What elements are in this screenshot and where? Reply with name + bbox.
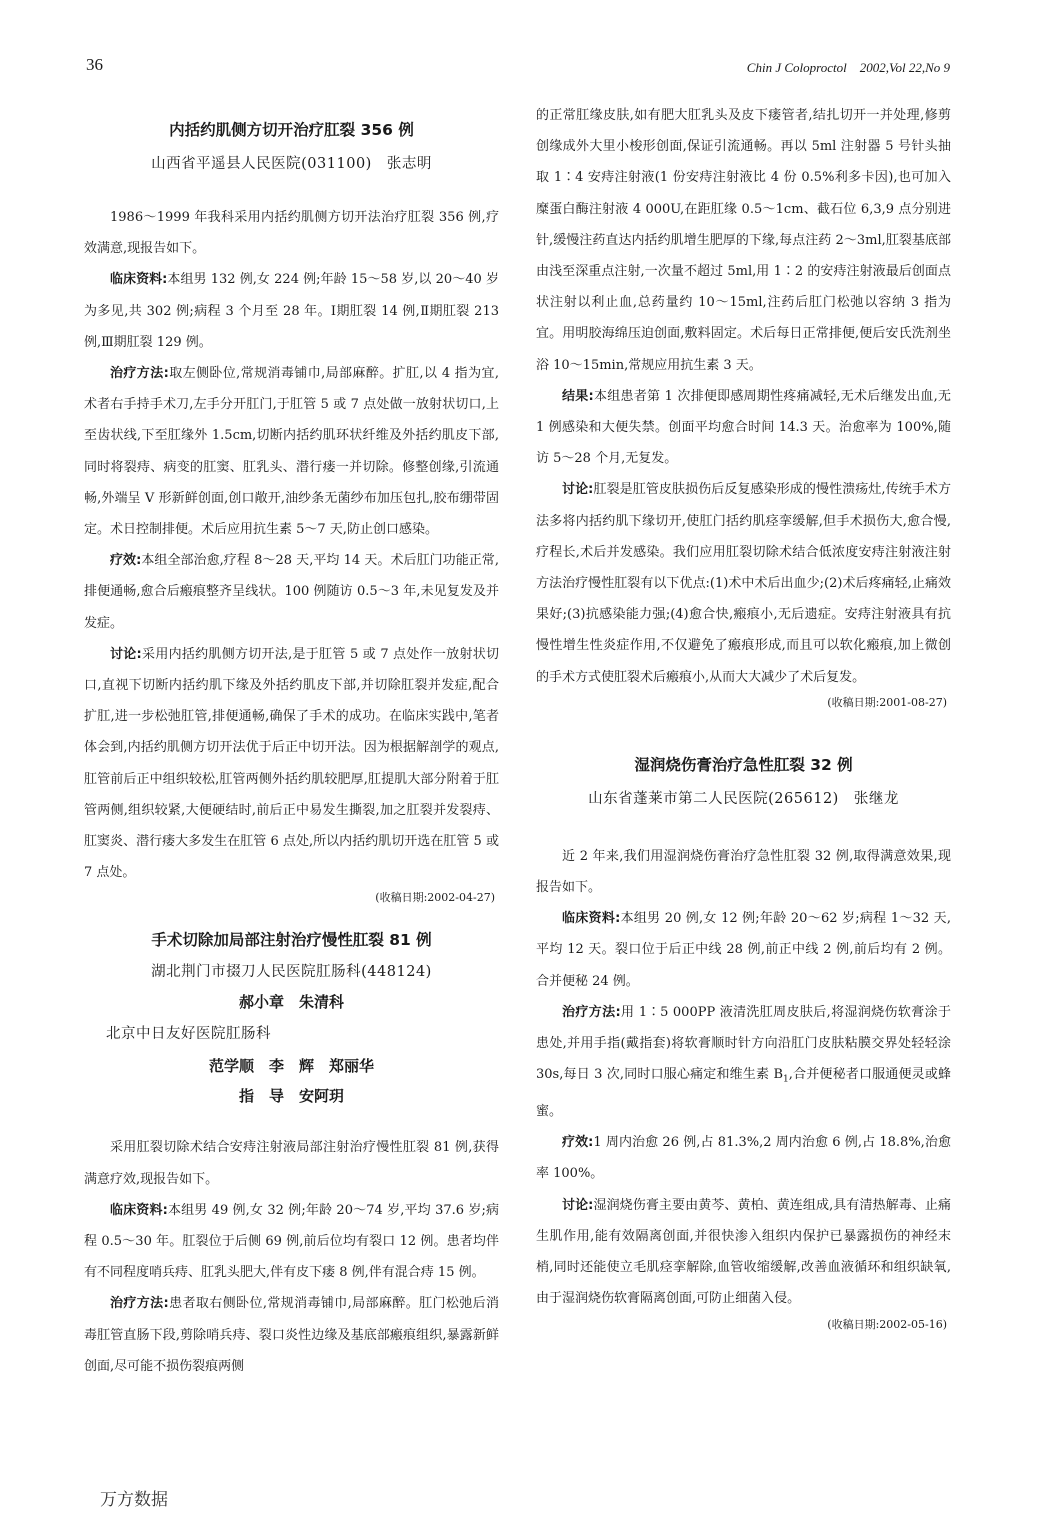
page-number: 36 (86, 55, 103, 74)
article1-discussion (84, 639, 499, 889)
article2-result-text: 本组患者第 1 次排便即感周期性疼痛减轻,无术后继发出血,无 1 例感染和大便失禁。创面平均愈合时间 14.3 天。治愈率为 100%,随访 5～28 个月,无复发。 (536, 388, 951, 467)
article2-authors2: 范学顺 李 辉 郑丽华 (208, 1057, 374, 1076)
article3-intro: 近 2 年来,我们用湿润烧伤膏治疗急性肛裂 32 例,取得满意效果,现报告如下。 (536, 848, 951, 896)
article3-method-text-b: ,合并便秘者口服通便灵或蜂蜜。 (536, 1067, 951, 1120)
article2-affiliation2: 北京中日友好医院肛肠科 (106, 1026, 271, 1043)
article3-discussion-label: 讨论: (562, 1197, 594, 1213)
article1-result-text: 本组全部治愈,疗程 8～28 天,平均 14 天。术后肛门功能正常,排便通畅,愈合后瘢痕整齐呈线状。100 例随访 0.5～3 年,未见复发及并发症。 (84, 553, 499, 631)
article1-discussion-label: 讨论: (110, 646, 142, 662)
article1-clinical (84, 264, 499, 358)
article2-discussion-text: 肛裂是肛管皮肤损伤后反复感染形成的慢性溃疡灶,传统手术方法多将内括约肌下缘切开,使肛门括约肌痉挛缓解,但手术损伤大,愈合慢,疗程长,术后并发感染。我们应用肛裂切除术结合低浓度安痔注射液注射方法治疗慢性肛裂有以下优点:(1)术中术后出血少;(2)术后疼痛轻,止痛效果好;(3)抗感染能力强;(4)愈合快,瘢痕小,无后遗症。安痔注射液具有抗慢性增生性炎症作用,不仅避免了瘢痕形成,而且可以软化瘢痕,加上微创的手术方式使肛裂术后瘢痕小,从而大大减少了术后复发。 (536, 482, 952, 685)
article3-method-text-a: 用 1∶5 000PP 液清洗肛周皮肤后,将湿润烧伤软膏涂于患处,并用手指(戴指套)将软膏顺时针方向沿肛门皮肤粘膜交界处轻轻涂 30s,每日 3 次,同时口服心痛定和维生素 B (536, 1004, 951, 1083)
article1-intro: 1986～1999 年我科采用内括约肌侧方切开法治疗肛裂 356 例,疗效满意,现报告如下。 (84, 210, 499, 257)
article2-received: (收稿日期:2001-08-27) (827, 695, 947, 709)
article3-result-label: 疗效: (562, 1135, 594, 1151)
article3-method-subscript: 1 (783, 1074, 789, 1085)
article2-method (84, 1288, 499, 1382)
journal-header: Chin J Coloproctol 2002,Vol 22,No 9 (746, 60, 950, 75)
left-column (84, 100, 499, 1382)
article1-discussion-text: 采用内括约肌侧方切开法,是于肛管 5 或 7 点处作一放射状切口,直视下切断内括约肌下缘及外括约肌皮下部,并切除肛裂并发症,配合扩肛,进一步松弛肛管,排便通畅,确保了手术的成功。在临床实践中,笔者体会到,内括约肌侧方切开法优于后正中切开法。因为根据解剖学的观点,肛管前后正中组织较松,肛管两侧外括约肌较肥厚,肛提肌大部分附着于肛管两侧,组织较紧,大便硬结时,前后正中易发生撕裂,加之肛裂并发裂痔、肛窦炎、潜行瘘大多发生在肛管 6 点处,所以内括约肌切开选在肛管 5 或 7 点处。 (84, 646, 499, 881)
article1-method-label: 治疗方法: (110, 366, 169, 382)
watermark: 万方数据 (100, 1490, 168, 1510)
article2-method-continued: 的正常肛缘皮肤,如有肥大肛乳头及皮下瘘管者,结扎切开一并处理,修剪创缘成外大里小梭形创面,保证引流通畅。再以 5ml 注射器 5 号针头抽取 1∶4 安痔注射液(1 份安痔注射液比 4 份 0.5%利多卡因),也可加入糜蛋白酶注射液 4 000U,在距肛缘 0.5～1cm、截石位 6,3,9 点分别进针,缓慢注药直达内括约肌增生肥厚的下缘,每点注药 2～3ml,肛裂基底部由浅至深重点注射,一次量不超过 5ml,用 1∶2 的安痔注射液最后创面点状注射以利止血,总药量约 10～15ml,注药后肛门松弛以容纳 3 指为宜。用明胶海绵压迫创面,敷料固定。术后每日正常排便,便后安氏洗剂坐浴 10～15min,常规应用抗生素 3 天。 (536, 108, 951, 373)
article3-discussion (536, 1190, 951, 1315)
article3-method (536, 997, 951, 1127)
article2-intro: 采用肛裂切除术结合安痔注射液局部注射治疗慢性肛裂 81 例,获得满意疗效,现报告如下。 (84, 1140, 499, 1187)
article2-result (536, 381, 951, 475)
article2-discussion (536, 474, 951, 692)
article2-title: 手术切除加局部注射治疗慢性肛裂 81 例 (151, 931, 432, 950)
article2-method-text: 患者取右侧卧位,常规消毒铺巾,局部麻醉。肛门松弛后消毒肛管直肠下段,剪除哨兵痔、裂口炎性边缘及基底部瘢痕组织,暴露新鲜创面,尽可能不损伤裂痕两侧 (84, 1296, 500, 1374)
article3-clinical-label: 临床资料: (562, 911, 621, 927)
article2-affiliation1: 湖北荆门市掇刀人民医院肛肠科(448124) (151, 964, 432, 981)
article3-clinical (536, 903, 951, 997)
article1-method (84, 358, 499, 545)
article2-authors1: 郝小章 朱清科 (238, 993, 344, 1012)
article3-title: 湿润烧伤膏治疗急性肛裂 32 例 (634, 755, 853, 774)
article2-discussion-label: 讨论: (562, 482, 594, 498)
article2-method-label: 治疗方法: (110, 1296, 169, 1312)
article1-result-label: 疗效: (110, 553, 142, 569)
article3-discussion-text: 湿润烧伤膏主要由黄芩、黄柏、黄连组成,具有清热解毒、止痛生肌作用,能有效隔离创面,并很快渗入组织内保护已暴露损伤的神经末梢,同时还能使立毛肌痉挛解除,血管收缩缓解,改善血液循环和组织缺氧,由于湿润烧伤软膏隔离创面,可防止细菌入侵。 (536, 1197, 952, 1307)
article2-advisor: 指 导 安阿玥 (238, 1087, 344, 1106)
article3-method-label: 治疗方法: (562, 1004, 621, 1020)
article3-result-text: 1 周内治愈 26 例,占 81.3%,2 周内治愈 6 例,占 18.8%,治愈率 100%。 (536, 1135, 951, 1182)
article1-received: (收稿日期:2002-04-27) (375, 891, 495, 905)
article2-clinical-label: 临床资料: (110, 1202, 168, 1218)
article2-clinical-text: 本组男 49 例,女 32 例;年龄 20～74 岁,平均 37.6 岁;病程 0.5～30 年。肛裂位于后侧 69 例,前后位均有裂口 12 例。患者均伴有不同程度哨兵痔、肛乳头肥大,伴有皮下瘘 8 例,伴有混合痔 15 例。 (84, 1202, 499, 1281)
right-column (536, 100, 951, 1335)
article1-affiliation: 山西省平遥县人民医院(031100) 张志明 (151, 156, 432, 172)
article3-clinical-text: 本组男 20 例,女 12 例;年龄 20～62 岁;病程 1～32 天,平均 12 天。裂口位于后正中线 28 例,前正中线 2 例,前后均有 2 例。合并便秘 24 例。 (536, 911, 951, 989)
article1-result (84, 545, 499, 639)
article3-result (536, 1127, 951, 1189)
article1-clinical-label: 临床资料: (110, 272, 168, 288)
article1-method-text: 取左侧卧位,常规消毒铺巾,局部麻醉。扩肛,以 4 指为宜,术者右手持手术刀,左手分开肛门,于肛管 5 或 7 点处做一放射状切口,上至齿状线,下至肛缘外 1.5cm,切断内括约肌环状纤维及外括约肌皮下部,同时将裂痔、病变的肛窦、肛乳头、潜行瘘一并切除。修整创缘,引流通畅,外端呈 V 形新鲜创面,创口敞开,油纱条无菌纱布加压包扎,胶布绷带固定。术日控制排便。术后应用抗生素 5～7 天,防止创口感染。 (84, 366, 499, 538)
article3-affiliation: 山东省蓬莱市第二人民医院(265612) 张继龙 (588, 790, 899, 807)
article2-result-label: 结果: (562, 388, 594, 404)
article1-title: 内括约肌侧方切开治疗肛裂 356 例 (169, 121, 414, 139)
article2-clinical (84, 1195, 499, 1289)
article3-received: (收稿日期:2002-05-16) (827, 1317, 947, 1331)
article1-clinical-text: 本组男 132 例,女 224 例;年龄 15～58 岁,以 20～40 岁为多见,共 302 例;病程 3 个月至 28 年。Ⅰ期肛裂 14 例,Ⅱ期肛裂 213 例,Ⅲ期肛裂 129 例。 (84, 272, 499, 350)
